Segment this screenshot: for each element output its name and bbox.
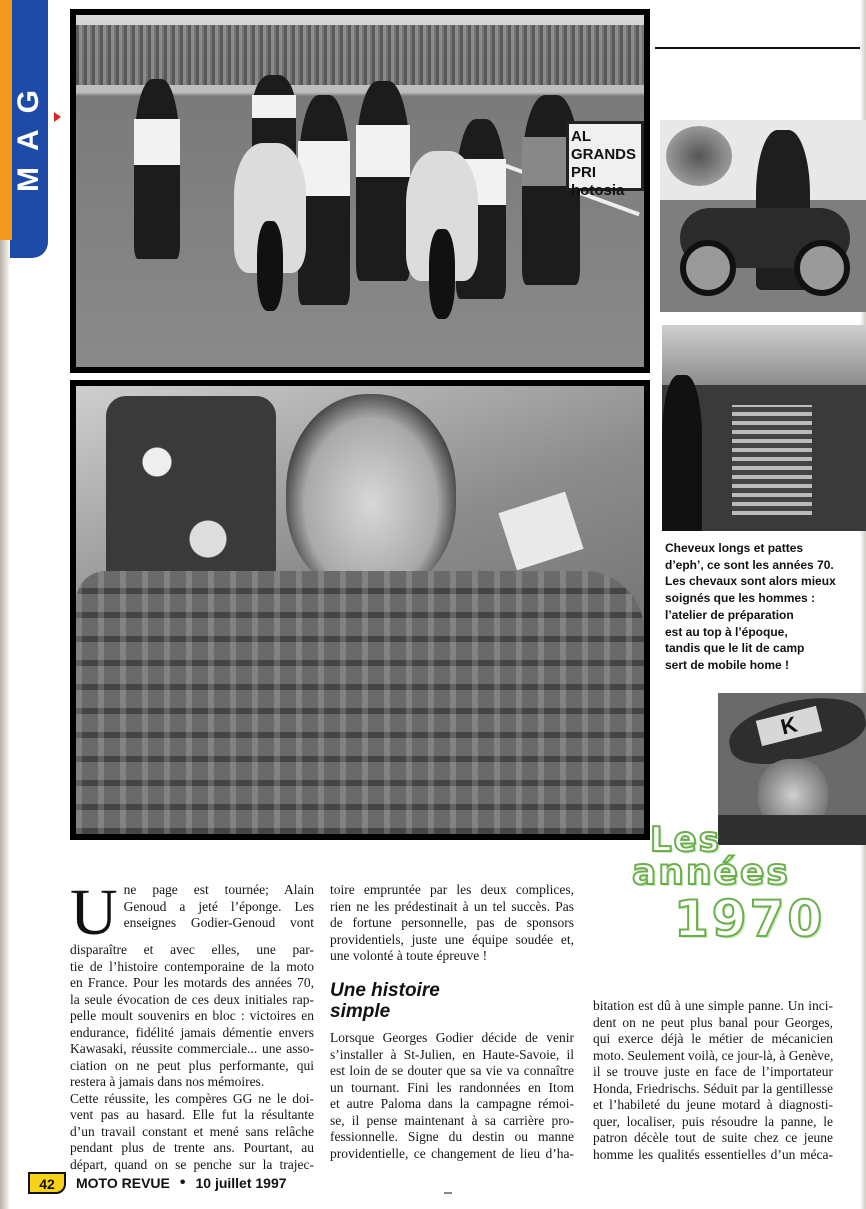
divider [444,1192,452,1194]
text-line: ne page est tournée; Alain [123,882,314,897]
text-line: se, il pense maintenant à sa carrière pro- [330,1112,574,1128]
photo-engine-bench [732,405,812,515]
photo-honda-motorcycle [680,208,850,268]
text-line: départ, quand on se penche sur la trajec- [70,1156,314,1172]
photo-crowd [76,25,644,85]
text-line: Cette réussite, les compères GG ne le doi- [70,1090,314,1106]
photo-banner-text: AL GRANDS PRI hotosia [571,128,637,199]
text-line: endurance, fidélité jamais démentie envers [70,1024,314,1040]
text-line: et l’habileté du jeune motard à diagnosti- [593,1097,833,1112]
text-line: est loin de se douter que sa vie va connaître [330,1063,574,1078]
text-line: il se trouve juste en face de l’importateur [593,1064,833,1079]
text-line: en France. Pour les motards des années 70, [70,975,314,990]
text-line: moto. Seulement voilà, ce jour-là, à Genève, [593,1047,834,1063]
section-tab-label-wrap [10,58,48,208]
section-arrow-icon [54,112,61,122]
text-line: quer, localiser, puis résoudre la panne, le [593,1113,833,1129]
photo-plaid-blanket [76,571,644,834]
text-line: la seule évocation de ces deux initiales rap- [70,991,314,1007]
page-footer [28,1172,287,1194]
caption-line: Cheveux longs et pattes [665,541,804,555]
subheading [330,980,570,1022]
subheading-line: Une histoire [330,980,440,1001]
page-number: 42 [28,1172,66,1194]
caption-line: soignés que les hommes : [665,591,816,606]
text-line: rien ne les prédestinait à un tel succès. Pas [330,898,574,914]
text-line: Honda, Friedrischs. Séduit par la gentillesse [593,1080,833,1096]
issue-date: 10 juillet 1997 [195,1175,287,1191]
magazine-name: MOTO REVUE [76,1175,170,1191]
text-line: un tournant. Fini les randonnées en Itom [330,1079,574,1095]
photo-mechanic-at-work [662,375,702,531]
text-line: fessionnelle. Signe du destin ou manne [330,1129,574,1144]
article-column-2 [330,882,574,965]
photo-tree [666,126,732,186]
article-title-line3: 1970 [674,890,826,948]
text-line: d’un travail constant et mené sans relâche [70,1123,314,1139]
photo-track-banner [566,121,644,199]
text-line: dent on ne peut plus banal pour Georges, [593,1014,833,1030]
text-line: tie de l’histoire contemporaine de la moto [70,958,314,974]
article-title-line2: années [632,852,790,893]
photo-racetrack-content [76,15,644,367]
text-line: Lorsque Georges Godier décide de venir [330,1030,574,1045]
article-column-1 [70,876,314,1173]
text-line: qui exerce déjà le métier de mécanicien [593,1031,833,1046]
photo-rider-in-bed [70,380,650,840]
footer-separator: • [179,1174,186,1191]
text-line: pelle moult souvenirs en bloc : victoires en [70,1008,314,1023]
caption-line: est au top à l’époque, [665,624,788,639]
text-line: patron décèle tout de suite chez ce jeune [593,1130,833,1145]
photo-jacket-patch [498,492,583,571]
article-column-3 [593,998,833,1163]
text-line: pendant plus de trente ans. Pourtant, au [70,1140,314,1155]
text-line: de fortune personnelle, pas de sponsors [330,915,574,930]
text-line: disparaître et avec elles, une par- [70,942,314,957]
text-line: Genoud a jeté l’éponge. Les [123,898,314,914]
photo-motorcycle [234,143,306,273]
subheading-line: simple [330,1001,391,1022]
photo-rider-content [76,386,644,834]
kawasaki-logo: K [756,706,822,746]
text-line: providentielle, ce changement de lieu d’ha- [330,1145,574,1161]
photo-caption [665,540,845,674]
text-line: enseignes Godier-Genoud vont [123,915,314,930]
drop-cap: U [70,876,118,949]
text-line: toire empruntée par les deux complices, [330,882,574,897]
caption-line: l’atelier de préparation [665,607,794,622]
article-title-line1: Les [650,820,721,860]
text-line: ciation on ne peut plus performante, qui [70,1057,314,1073]
photo-denim-jacket [718,815,866,845]
text-line: s’installer à St-Julien, en Haute-Savoie, il [330,1046,574,1062]
text-line: providentiels, juste une équipe soudée et, [330,931,574,947]
text-line: homme les qualités essentielles d’un méca- [593,1146,833,1162]
photo-rider-kawasaki-hat [718,693,866,845]
article-column-2-continued [330,1030,574,1162]
photo-workshop [662,325,866,531]
text-line: une volonté à toute épreuve ! [330,948,488,963]
caption-line: sert de mobile home ! [665,657,790,672]
text-line: restera à jamais dans nos mémoires. [70,1074,265,1089]
photo-racetrack-team [70,9,650,373]
section-tab-label: MAG [12,74,45,192]
top-rule [655,47,860,49]
photo-rider-face [286,394,456,594]
text-line: et autre Paloma dans la campagne rémoi- [330,1096,574,1111]
text-line: Kawasaki, réussite commerciale... une asso- [70,1041,314,1056]
caption-line: d’eph’, ce sont les années 70. [665,557,834,572]
photo-motorcycle [406,151,478,281]
photo-mechanic [134,79,180,259]
caption-line: Les chevaux sont alors mieux [665,574,836,589]
text-line: bitation est dû à une simple panne. Un inci- [593,998,833,1013]
caption-line: tandis que le lit de camp [665,641,805,656]
photo-rider-with-honda [660,120,866,312]
text-line: vent pas au hasard. Elle fut la résultante [70,1107,314,1122]
photo-mechanic [356,81,410,281]
